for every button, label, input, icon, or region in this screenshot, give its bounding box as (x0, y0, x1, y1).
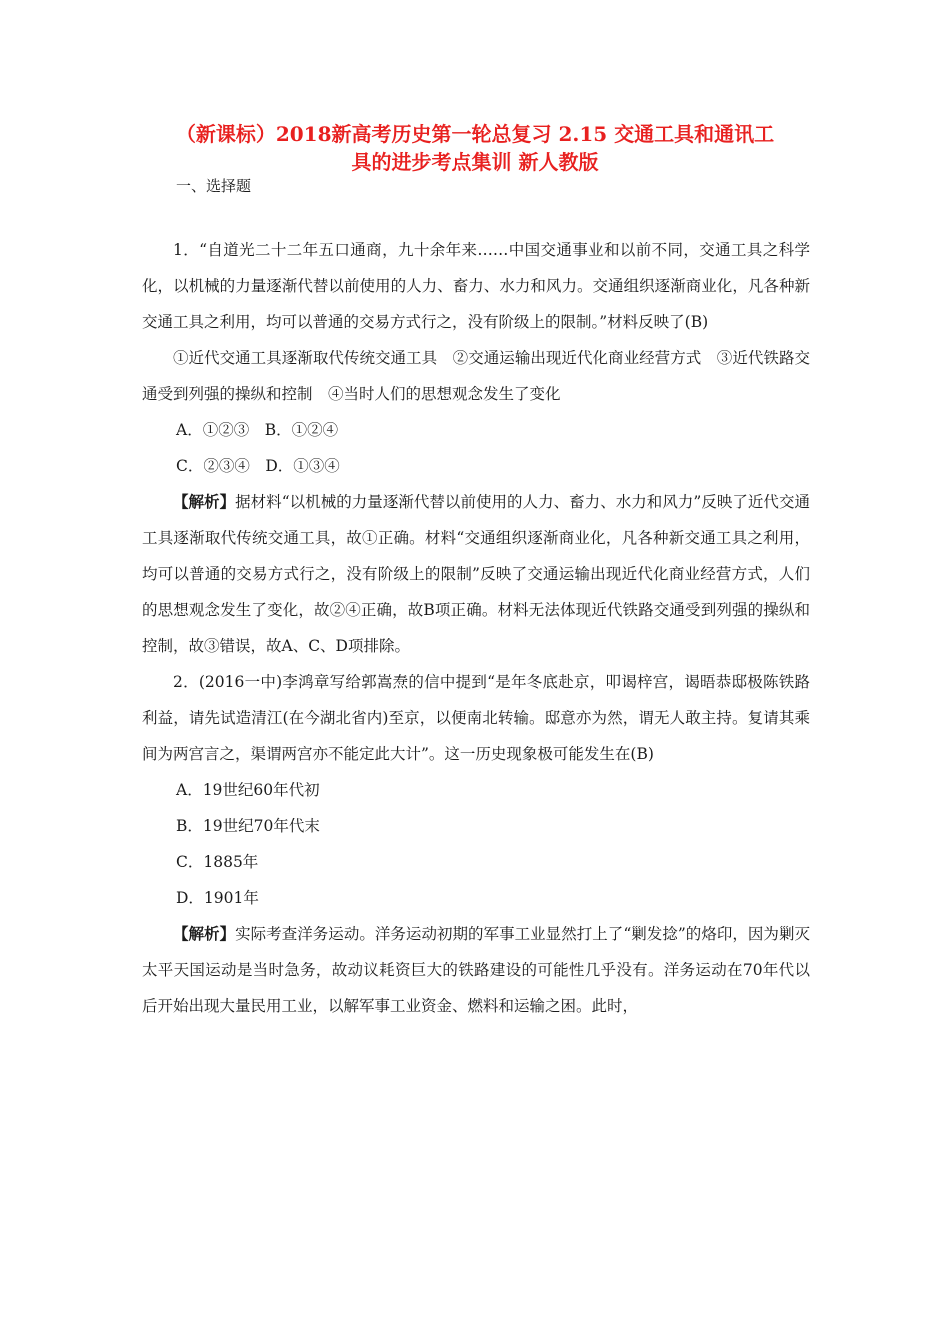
question-2-analysis-text: 实际考查洋务运动。洋务运动初期的军事工业显然打上了“剿发捻”的烙印，因为剿灭太平天国运动是当时急务，故动议耗资巨大的铁路建设的可能性几乎没有。洋务运动在70年代以后开始出现大量民用工业，以解军事工业资金、燃料和运输之困。此时， (142, 925, 810, 1015)
question-2-option-b: B．19世纪70年代末 (176, 817, 320, 835)
title-line-1: （新课标）2018新高考历史第一轮总复习 2.15 交通工具和通讯工 (175, 122, 775, 146)
question-2-option-d: D．1901年 (176, 889, 259, 907)
analysis-label: 【解析】 (173, 924, 236, 943)
document-title (120, 120, 830, 176)
question-2-option-a: A．19世纪60年代初 (176, 781, 320, 799)
question-1-analysis-text: 据材料“以机械的力量逐渐代替以前使用的人力、畜力、水力和风力”反映了近代交通工具逐渐取代传统交通工具，故①正确。材料“交通组织逐渐商业化，凡各种新交通工具之利用，均可以普通的交易方式行之，没有阶级上的限制”反映了交通运输出现近代化商业经营方式，人们的思想观念发生了变化，故②④正确，故B项正确。材料无法体现近代铁路交通受到列强的操纵和控制，故③错误，故A、C、D项排除。 (142, 493, 810, 655)
title-line-2: 具的进步考点集训 新人教版 (351, 150, 599, 174)
question-1-options-row-1: A．①②③ B．①②④ (176, 421, 339, 439)
question-2-analysis (142, 916, 810, 1024)
question-2-option-c: C．1885年 (176, 853, 259, 871)
questions-content (142, 232, 810, 1024)
question-1-stem: 1．“自道光二十二年五口通商，九十余年来……中国交通事业和以前不同，交通工具之科学化，以机械的力量逐渐代替以前使用的人力、畜力、水力和风力。交通组织逐渐商业化，凡各种新交通工具之利用，均可以普通的交易方式行之，没有阶级上的限制。”材料反映了(B) (142, 241, 810, 331)
section-heading: 一、选择题 (176, 177, 252, 195)
question-1-analysis (142, 484, 810, 664)
question-1-statements: ①近代交通工具逐渐取代传统交通工具 ②交通运输出现近代化商业经营方式 ③近代铁路交通受到列强的操纵和控制 ④当时人们的思想观念发生了变化 (142, 349, 810, 403)
analysis-label: 【解析】 (173, 492, 236, 511)
question-1-options-row-2: C．②③④ D．①③④ (176, 457, 340, 475)
question-2-stem: 2．(2016一中)李鸿章写给郭嵩焘的信中提到“是年冬底赴京，叩谒梓宫，谒晤恭邸极陈铁路利益，请先试造清江(在今湖北省内)至京，以便南北转输。邸意亦为然，谓无人敢主持。复请其乘间为两宫言之，渠谓两宫亦不能定此大计”。这一历史现象极可能发生在(B) (142, 673, 810, 763)
